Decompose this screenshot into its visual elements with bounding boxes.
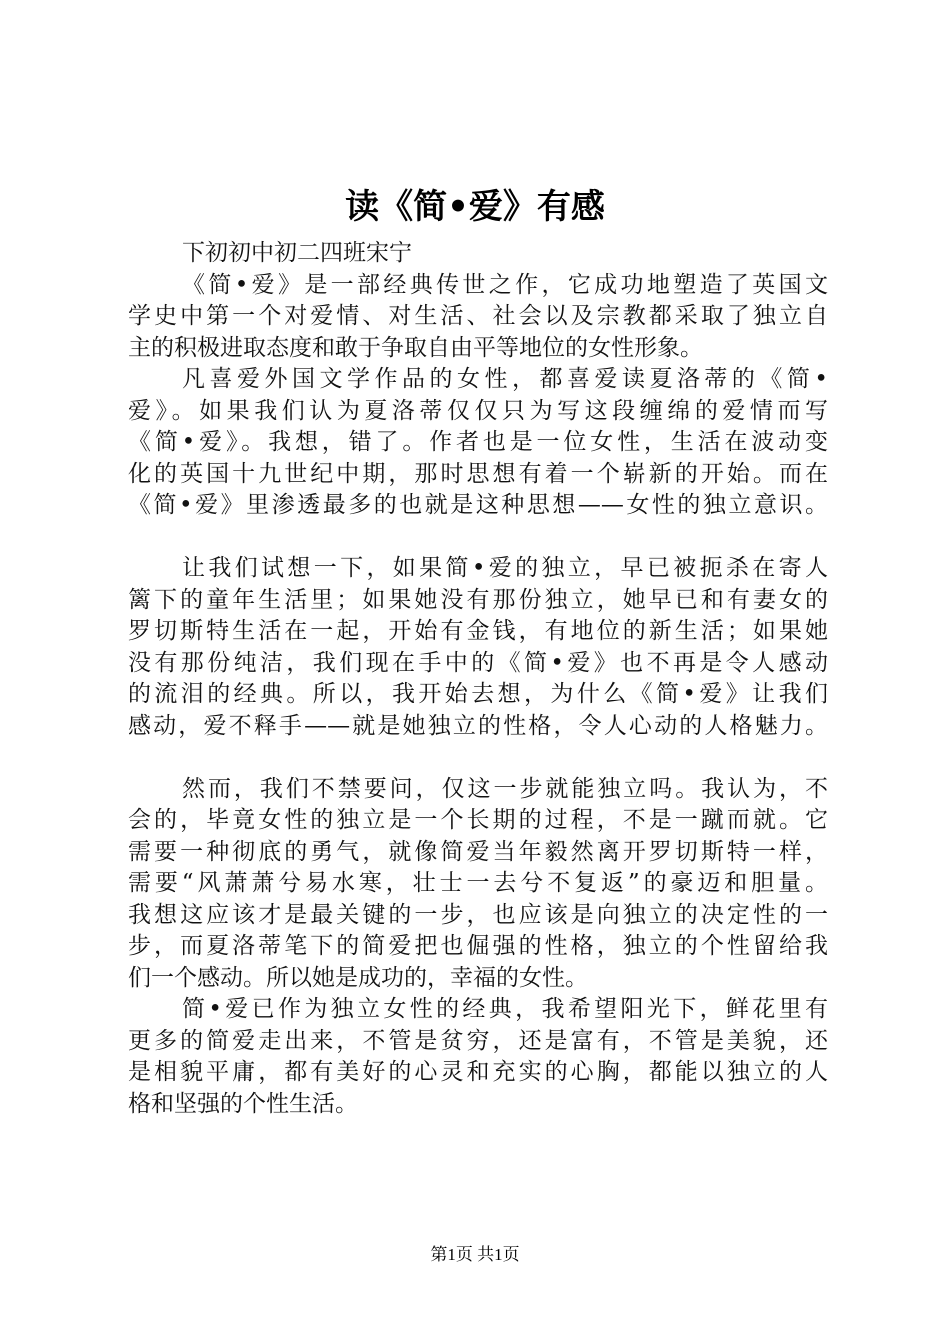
paragraph-line: 凡喜爱外国文学作品的女性，都喜爱读夏洛蒂的《简• <box>182 366 828 392</box>
paragraph-5 <box>128 994 828 1120</box>
paragraph-line: 是相貌平庸，都有美好的心灵和充实的心胸，都能以独立的人 <box>128 1059 828 1085</box>
paragraph-line: 简•爱已作为独立女性的经典，我希望阳光下，鲜花里有 <box>182 996 828 1022</box>
paragraph-line: 《简•爱》是一部经典传世之作，它成功地塑造了英国文 <box>182 271 828 298</box>
paragraph-line: 爱》。如果我们认为夏洛蒂仅仅只为写这段缠绵的爱情而写 <box>128 397 828 424</box>
paragraph-line: 学史中第一个对爱情、对生活、社会以及宗教都采取了独立自 <box>128 303 828 329</box>
paragraph-1 <box>128 270 828 365</box>
paragraph-line: 的流泪的经典。所以，我开始去想，为什么《简•爱》让我们 <box>128 681 828 707</box>
document-title: 读《简•爱》有感 <box>345 187 605 227</box>
paragraph-line: 更多的简爱走出来，不管是贫穷，还是富有，不管是美貌，还 <box>128 1027 828 1054</box>
paragraph-gap <box>128 522 828 554</box>
paragraph-line: 篱下的童年生活里；如果她没有那份独立，她早已和有妻女的 <box>128 586 828 613</box>
paragraph-line: 没有那份纯洁，我们现在手中的《简•爱》也不再是令人感动 <box>128 649 828 676</box>
paragraph-line: 罗切斯特生活在一起，开始有金钱，有地位的新生活；如果她 <box>128 618 828 644</box>
paragraph-gap <box>128 742 828 774</box>
paragraph-line: 步，而夏洛蒂笔下的简爱把也倔强的性格，独立的个性留给我 <box>128 933 828 959</box>
paragraph-line: 格和坚强的个性生活。 <box>128 1090 358 1117</box>
paragraph-2 <box>128 364 828 522</box>
paragraph-line: 需要“风萧萧兮易水寒，壮士一去兮不复返”的豪迈和胆量。 <box>128 870 828 896</box>
page-footer: 第1页 共1页 <box>430 1245 520 1264</box>
paragraph-3 <box>128 553 828 742</box>
paragraph-line: 们一个感动。所以她是成功的，幸福的女性。 <box>128 964 588 991</box>
paragraph-line: 我想这应该才是最关键的一步，也应该是向独立的决定性的一 <box>128 901 828 928</box>
paragraph-line: 主的积极进取态度和敢于争取自由平等地位的女性形象。 <box>128 334 703 361</box>
document-body <box>128 238 828 1120</box>
author-line: 下初初中初二四班宋宁 <box>182 240 412 266</box>
paragraph-line: 需要一种彻底的勇气，就像简爱当年毅然离开罗切斯特一样， <box>128 838 828 865</box>
paragraph-line: 《简•爱》里渗透最多的也就是这种思想——女性的独立意识。 <box>128 492 828 518</box>
paragraph-line: 然而，我们不禁要问，仅这一步就能独立吗。我认为，不 <box>182 775 828 802</box>
paragraph-line: 化的英国十九世纪中期，那时思想有着一个崭新的开始。而在 <box>128 460 828 487</box>
paragraph-line: 会的，毕竟女性的独立是一个长期的过程，不是一蹴而就。它 <box>128 807 828 833</box>
paragraph-line: 感动，爱不释手——就是她独立的性格，令人心动的人格魅力。 <box>128 712 828 739</box>
paragraph-4 <box>128 774 828 995</box>
paragraph-line: 《简•爱》。我想，错了。作者也是一位女性，生活在波动变 <box>128 429 828 455</box>
paragraph-line: 让我们试想一下，如果简•爱的独立，早已被扼杀在寄人 <box>182 555 828 581</box>
